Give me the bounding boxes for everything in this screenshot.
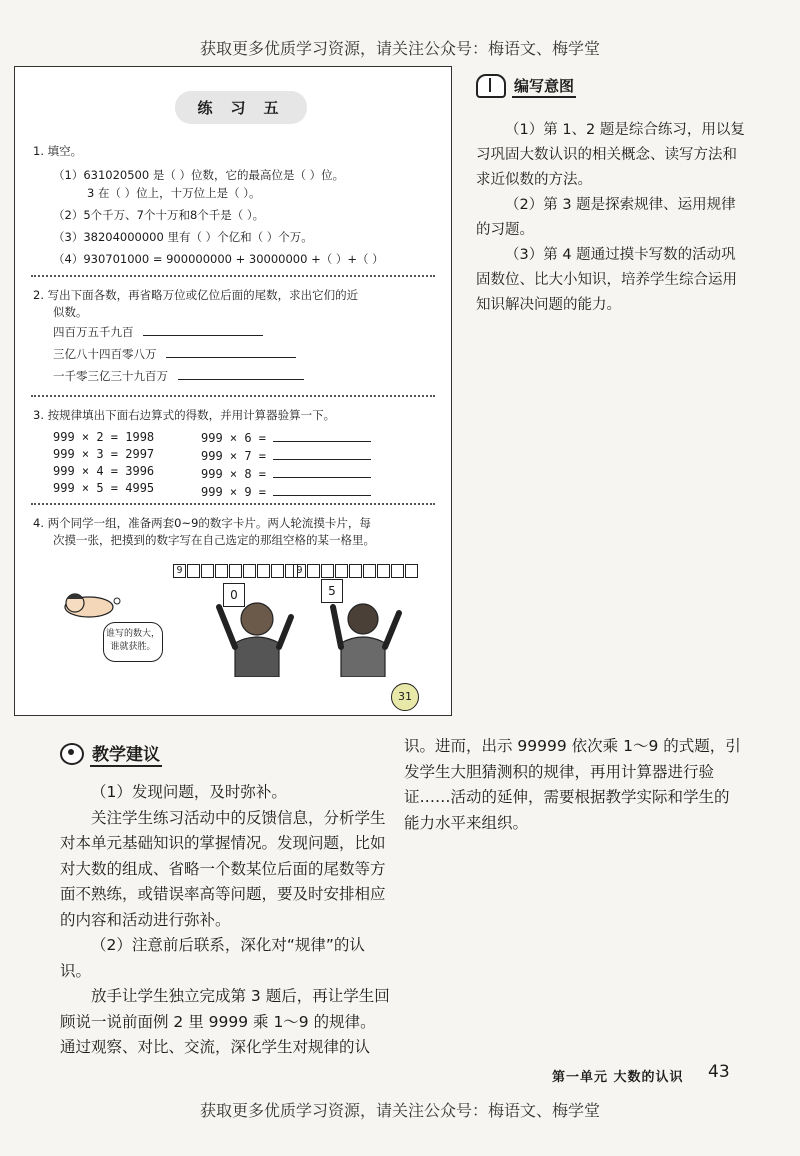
q2-number-3-text: 一千零三亿三十九百万 [53, 369, 168, 383]
answer-blank[interactable] [143, 323, 263, 336]
answer-blank[interactable] [273, 483, 371, 496]
digit-cell[interactable] [243, 564, 256, 578]
digit-cell[interactable] [391, 564, 404, 578]
q2-label-line2: 似数。 [53, 305, 88, 319]
chapter-running-title: 第一单元 大数的认识 [552, 1070, 684, 1085]
digit-cell[interactable] [229, 564, 242, 578]
cartoon-kid-illustration [59, 587, 123, 627]
q3-equation: 999 × 6 = [201, 431, 267, 445]
q2-number-2-text: 三亿八十四百零八万 [53, 347, 157, 361]
q1-line4: （4）930701000 = 900000000 + 30000000 +（ ）+（ ） [53, 252, 384, 266]
q3-equation: 999 × 8 = [201, 467, 267, 481]
q3-given-equation: 999 × 2 = 1998 [53, 430, 155, 444]
q3-equation-row [201, 447, 371, 465]
q1-label: 1. 填空。 [33, 144, 83, 158]
q2-number-3 [53, 367, 304, 385]
student-girl-illustration [205, 577, 297, 677]
answer-blank[interactable] [178, 367, 304, 380]
teaching-suggestions-heading [60, 740, 162, 767]
teaching-paragraph: （2）注意前后联系，深化对“规律”的认识。 [60, 936, 365, 980]
graduation-cap-icon [60, 743, 84, 765]
q3-given-equation: 999 × 4 = 3996 [53, 464, 155, 478]
page-number: 43 [708, 1062, 730, 1082]
q4-label-line1: 4. 两个同学一组，准备两套0~9的数字卡片。两人轮流摸卡片，每 [33, 516, 371, 530]
q2-number-2 [53, 345, 296, 363]
exercise-page-number: 31 [391, 683, 419, 711]
q1-line2: （2）5个千万、7个十万和8个千是（ ）。 [53, 208, 265, 222]
q4-label-line2: 次摸一张，把摸到的数字写在自己选定的那组空格的某一格里。 [53, 533, 375, 547]
q2-number-1-text: 四百万五千九百 [53, 325, 134, 339]
writing-intent-heading [476, 74, 576, 98]
writing-intent-paragraph-1: （1）第 1、2 题是综合练习，用以复习巩固大数认识的相关概念、读写方法和求近似数的方法。 [476, 122, 745, 188]
digit-grid-left [173, 563, 299, 578]
q1-line1a: （1）631020500 是（ ）位数，它的最高位是（ ）位。 [53, 168, 345, 182]
q3-label: 3. 按规律填出下面右边算式的得数，并用计算器验算一下。 [33, 408, 336, 422]
speech-bubble: 谁写的数大，谁就获胜。 [103, 622, 163, 662]
digit-cell[interactable] [215, 564, 228, 578]
teaching-paragraph: 识。进而，出示 99999 依次乘 1～9 的式题，引发学生大胆猜测积的规律，再用计算器进行验证……活动的延伸，需要根据教学实际和学生的能力水平来组织。 [404, 737, 741, 832]
digit-cell-filled: 9 [173, 564, 186, 578]
writing-intent-paragraph-3: （3）第 4 题通过摸卡写数的活动巩固数位、比大小知识，培养学生综合运用知识解决问题的能力。 [476, 247, 737, 313]
answer-blank[interactable] [273, 465, 371, 478]
q3-equation: 999 × 9 = [201, 485, 267, 499]
exercise-title: 练习五 [175, 91, 307, 124]
digit-cell[interactable] [271, 564, 284, 578]
q3-right-column [201, 429, 371, 501]
answer-blank[interactable] [166, 345, 296, 358]
digit-cell-filled: 9 [293, 564, 306, 578]
q3-equation: 999 × 7 = [201, 449, 267, 463]
bottom-watermark-text: 获取更多优质学习资源，请关注公众号：梅语文、梅学堂 [199, 1101, 600, 1120]
teaching-paragraph: （1）发现问题，及时弥补。 [91, 783, 287, 801]
q3-equation-row [201, 429, 371, 447]
divider [31, 275, 435, 277]
teaching-left-column [60, 780, 390, 1061]
number-card: 5 [321, 579, 343, 603]
digit-cell[interactable] [335, 564, 348, 578]
divider [31, 395, 435, 397]
q1-line1b: 3 在（ ）位上，十万位上是（ ）。 [87, 186, 261, 200]
digit-grid-right [293, 563, 419, 578]
q3-given-equation: 999 × 3 = 2997 [53, 447, 155, 461]
digit-cell[interactable] [405, 564, 418, 578]
digit-cell[interactable] [363, 564, 376, 578]
teaching-paragraph: 放手让学生独立完成第 3 题后，再让学生回顾说一说前面例 2 里 9999 乘 1～9 的规律。通过观察、对比、交流，深化学生对规律的认 [60, 987, 390, 1056]
digit-cell[interactable] [307, 564, 320, 578]
digit-cell[interactable] [201, 564, 214, 578]
teaching-paragraph: 关注学生练习活动中的反馈信息，分析学生对本单元基础知识的掌握情况。发现问题，比如对大数的组成、省略一个数某位后面的尾数等方面不熟练，或错误率高等问题，要及时安排相应的内容和活动进行弥补。 [60, 808, 386, 929]
digit-cell[interactable] [349, 564, 362, 578]
number-card: 0 [223, 583, 245, 607]
q3-equation-row [201, 465, 371, 483]
divider [31, 503, 435, 505]
q2-label-line1: 2. 写出下面各数，再省略万位或亿位后面的尾数，求出它们的近 [33, 288, 359, 302]
exercise-panel [14, 66, 452, 716]
q3-equation-row [201, 483, 371, 501]
teaching-suggestions-title: 教学建议 [90, 740, 162, 767]
digit-cell[interactable] [377, 564, 390, 578]
digit-cell[interactable] [257, 564, 270, 578]
q1-line3: （3）38204000000 里有（ ）个亿和（ ）个万。 [53, 230, 313, 244]
writing-intent-paragraph-2: （2）第 3 题是探索规律、运用规律的习题。 [476, 197, 736, 238]
digit-cell[interactable] [321, 564, 334, 578]
q3-given-equation: 999 × 5 = 4995 [53, 481, 155, 495]
top-watermark-text: 获取更多优质学习资源，请关注公众号：梅语文、梅学堂 [199, 39, 600, 58]
answer-blank[interactable] [273, 447, 371, 460]
open-book-icon [476, 74, 506, 98]
answer-blank[interactable] [273, 429, 371, 442]
digit-cell[interactable] [187, 564, 200, 578]
q3-left-column [53, 429, 154, 497]
q2-number-1 [53, 323, 263, 341]
writing-intent-title: 编写意图 [512, 75, 576, 98]
